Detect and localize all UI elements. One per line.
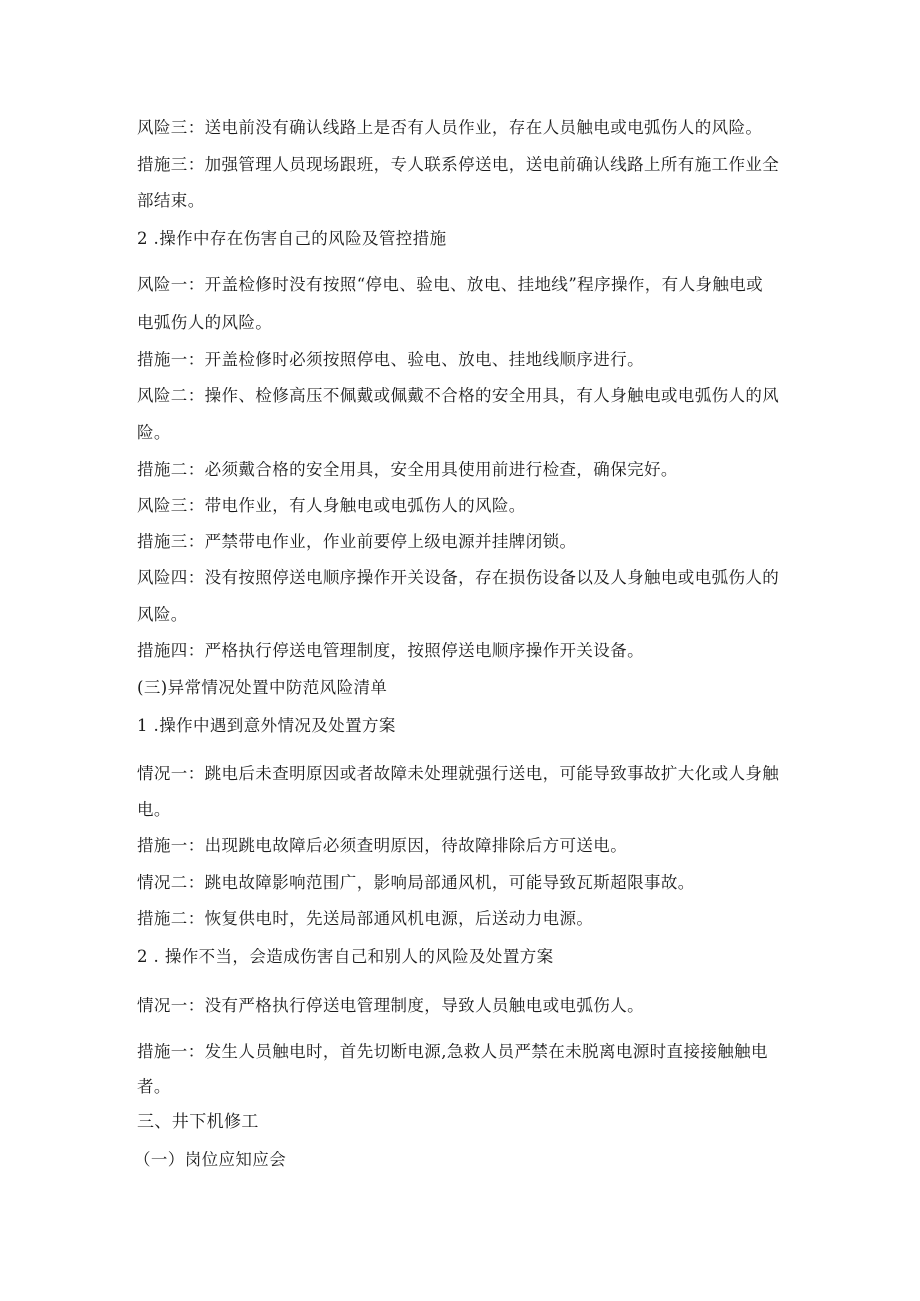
risk-two-line: 风险二：操作、检修高压不佩戴或佩戴不合格的安全用具，有人身触电或电弧伤人的风 (137, 386, 780, 405)
measure-three-continuation: 部结束。 (137, 191, 205, 210)
measure-one-electrocution-continuation: 者。 (137, 1077, 171, 1096)
risk-four-continuation: 风险。 (137, 605, 188, 624)
subsection-one-heading: （一）岗位应知应会 (134, 1150, 287, 1169)
section-three-heading: (三)异常情况处置中防范风险清单 (137, 678, 388, 697)
risk-one-line: 风险一：开盖检修时没有按照“停电、验电、放电、挂地线”程序操作，有人身触电或 (137, 275, 764, 294)
section-2-heading: 2 .操作中存在伤害自己的风险及管控措施 (137, 229, 447, 248)
risk-two-continuation: 险。 (137, 423, 171, 442)
situation-one-continuation: 电。 (137, 800, 171, 819)
risk-four-line: 风险四：没有按照停送电顺序操作开关设备，存在损伤设备以及人身触电或电弧伤人的 (137, 568, 780, 587)
risk-three-live-work-line: 风险三：带电作业，有人身触电或电弧伤人的风险。 (137, 496, 526, 515)
measure-one-trip-line: 措施一：出现跳电故障后必须查明原因，待故障排除后方可送电。 (137, 836, 628, 855)
measure-four-line: 措施四：严格执行停送电管理制度，按照停送电顺序操作开关设备。 (137, 641, 644, 660)
measure-three-live-work-line: 措施三：严禁带电作业，作业前要停上级电源并挂牌闭锁。 (137, 532, 577, 551)
measure-two-line: 措施二：必须戴合格的安全用具，安全用具使用前进行检查，确保完好。 (137, 460, 678, 479)
situation-one-improper-line: 情况一：没有严格执行停送电管理制度，导致人员触电或电弧伤人。 (137, 996, 644, 1015)
subsection-1-heading: 1 .操作中遇到意外情况及处置方案 (137, 716, 396, 735)
situation-one-line: 情况一：跳电后未查明原因或者故障未处理就强行送电，可能导致事故扩大化或人身触 (137, 764, 780, 783)
chapter-three-heading: 三、井下机修工 (137, 1112, 259, 1132)
risk-one-continuation: 电弧伤人的风险。 (137, 313, 273, 332)
measure-one-electrocution-line: 措施一：发生人员触电时，首先切断电源,急救人员严禁在未脱离电源时直接接触触电 (137, 1042, 768, 1061)
measure-three-line: 措施三：加强管理人员现场跟班，专人联系停送电，送电前确认线路上所有施工作业全 (137, 155, 780, 174)
measure-one-line: 措施一：开盖检修时必须按照停电、验电、放电、挂地线顺序进行。 (137, 350, 644, 369)
subsection-2-heading: 2 . 操作不当，会造成伤害自己和别人的风险及处置方案 (137, 947, 554, 966)
risk-three-power-line: 风险三：送电前没有确认线路上是否有人员作业，存在人员触电或电弧伤人的风险。 (137, 118, 763, 137)
situation-two-line: 情况二：跳电故障影响范围广，影响局部通风机，可能导致瓦斯超限事故。 (137, 873, 695, 892)
measure-two-trip-line: 措施二：恢复供电时，先送局部通风机电源，后送动力电源。 (137, 909, 594, 928)
